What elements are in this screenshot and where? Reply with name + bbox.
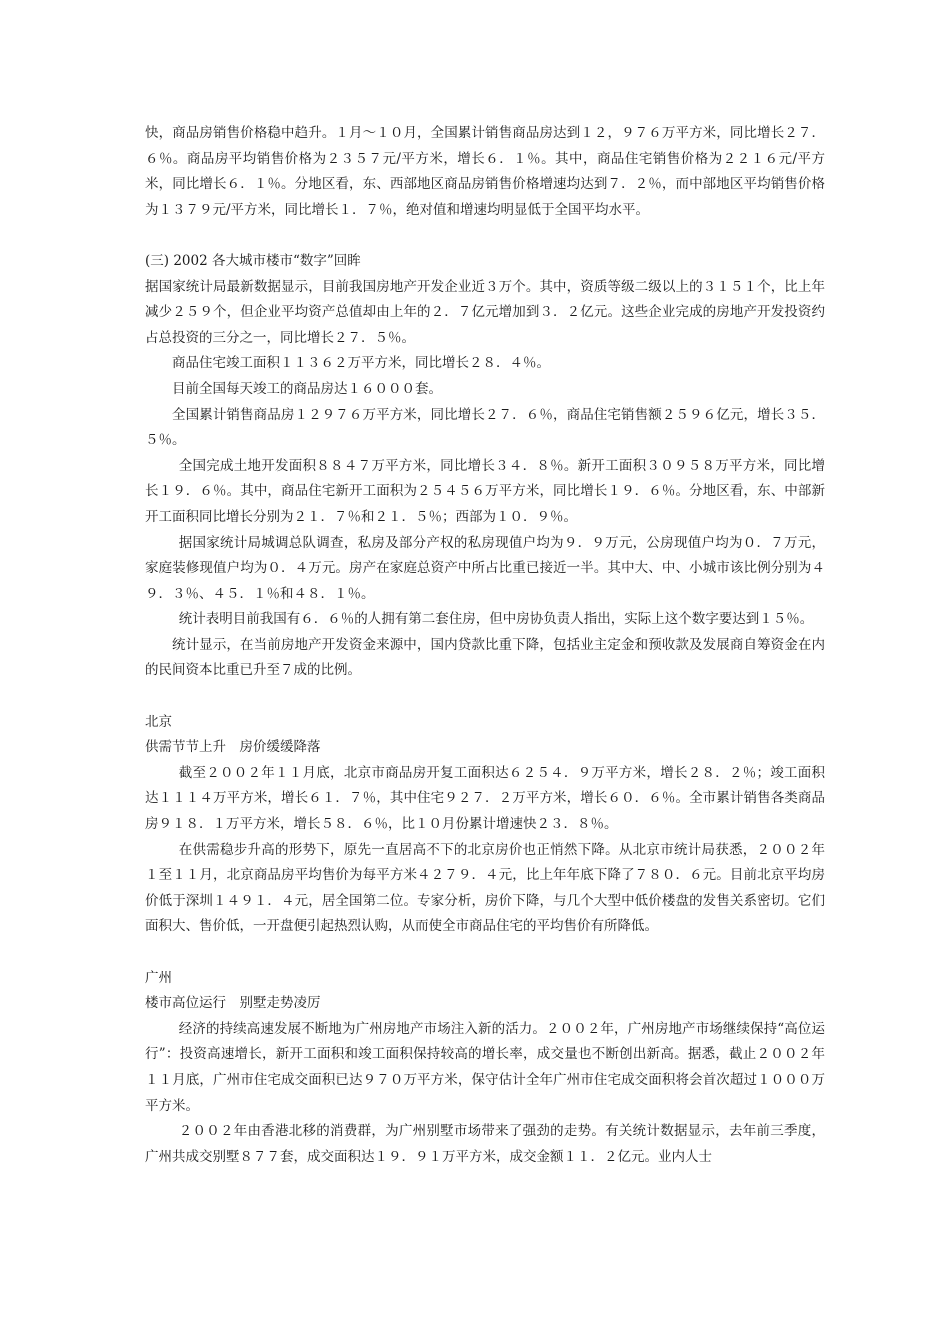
spacer [145,684,825,710]
city-heading-beijing: 北京 [145,713,172,730]
paragraph: 商品住宅竣工面积１１３６２万平方米，同比增长２８．４％。 [172,355,550,372]
paragraph: 在供需稳步升高的形势下，原先一直居高不下的北京房价也正悄然下降。从北京市统计局获悉，２００２年１至１１月，北京商品房平均售价为每平方米４２７９．４元，比上年年底下降了７８０．６元。目前北京平均房价低于深圳１４９１．４元，居全国第二位。专家分析，房价下降，与几个大型中低价楼盘的发售关系密切。它们面积大、售价低，一开盘便引起热烈认购，从而使全市商品住宅的平均售价有所降低。 [145,841,825,935]
paragraph: 据国家统计局城调总队调查，私房及部分产权的私房现值户均为９．９万元，公房现值户均为０．７万元，家庭装修现值户均为０．４万元。房产在家庭总资产中所占比重已接近一半。其中大、中、小城市该比例分别为４９．３％、４５．１％和４８．１％。 [145,534,825,602]
spacer [145,223,825,249]
paragraph: 统计表明目前我国有６．６％的人拥有第二套住房，但中房协负责人指出，实际上这个数字要达到１５％。 [178,611,814,628]
paragraph: 快，商品房销售价格稳中趋升。１月～１０月，全国累计销售商品房达到１２，９７６万平方米，同比增长２７．６％。商品房平均销售价格为２３５７元/平方米，增长６．１％。其中，商品住宅销售价格为２２１６元/平方米，同比增长６．１％。分地区看，东、西部地区商品房销售价格增速均达到７．２％，而中部地区平均销售价格为１３７９元/平方米，同比增长１．７％，绝对值和增速均明显低于全国平均水平。 [145,125,825,218]
city-heading-guangzhou: 广州 [145,969,172,986]
document-body [145,121,825,1170]
subheading-guangzhou: 楼市高位运行 别墅走势凌厉 [145,995,321,1012]
paragraph: 经济的持续高速发展不断地为广州房地产市场注入新的活力。２００２年，广州房地产市场继续保持“高位运行”：投资高速增长，新开工面积和竣工面积保持较高的增长率，成交量也不断创出新高。据悉，截止２００２年１１月底，广州市住宅成交面积已达９７０万平方米，保守估计全年广州市住宅成交面积将会首次超过１０００万平方米。 [145,1020,825,1114]
paragraph: 截至２００２年１１月底，北京市商品房开复工面积达６２５４．９万平方米，增长２８．２％；竣工面积达１１１４万平方米，增长６１．７％，其中住宅９２７．２万平方米，增长６０．６％。全市累计销售各类商品房９１８．１万平方米，增长５８．６％，比１０月份累计增速快２３．８％。 [145,764,825,833]
section-heading: (三) 2002 各大城市楼市“数字”回眸 [145,252,361,269]
paragraph: 目前全国每天竣工的商品房达１６０００套。 [172,380,442,397]
paragraph: ２００２年由香港北移的消费群，为广州别墅市场带来了强劲的走势。有关统计数据显示，去年前三季度，广州共成交别墅８７７套，成交面积达１９．９１万平方米，成交金额１１．２亿元。业内人士 [145,1123,825,1165]
subheading-beijing: 供需节节上升 房价缓缓降落 [145,739,321,756]
paragraph: 全国完成土地开发面积８８４７万平方米，同比增长３４．８％。新开工面积３０９５８万平方米，同比增长１９．６％。其中，商品住宅新开工面积为２５４５６万平方米，同比增长１９．６％。分地区看，东、中部新开工面积同比增长分别为２１．７％和２１．５％；西部为１０．９％。 [145,457,825,525]
paragraph: 全国累计销售商品房１２９７６万平方米，同比增长２７．６％，商品住宅销售额２５９６亿元，增长３５．５％。 [145,406,825,449]
paragraph: 据国家统计局最新数据显示，目前我国房地产开发企业近３万个。其中，资质等级二级以上的３１５１个，比上年减少２５９个，但企业平均资产总值却由上年的２．７亿元增加到３．２亿元。这些企业完成的房地产开发投资约占总投资的三分之一，同比增长２７．５％。 [145,278,825,346]
spacer [145,940,825,966]
paragraph: 统计显示，在当前房地产开发资金来源中，国内贷款比重下降，包括业主定金和预收款及发展商自筹资金在内的民间资本比重已升至７成的比例。 [145,636,825,679]
